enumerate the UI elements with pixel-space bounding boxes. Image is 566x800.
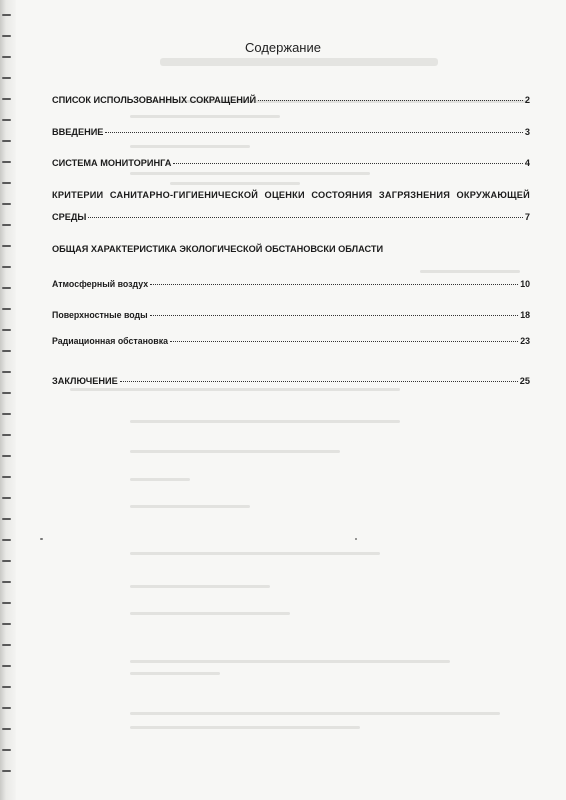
toc-entry-introduction[interactable] [52, 127, 530, 137]
toc-entry-label: Поверхностные воды [52, 310, 148, 320]
binding-tick [2, 77, 11, 79]
toc-leader-dots [105, 132, 522, 133]
show-through-line [130, 172, 370, 175]
binding-tick [2, 287, 11, 289]
toc-page-number: 3 [524, 127, 530, 137]
toc-leader-dots [258, 100, 523, 101]
show-through-line [420, 270, 520, 273]
binding-tick [2, 413, 11, 415]
binding-tick [2, 518, 11, 520]
toc-entry-radiation[interactable] [52, 336, 530, 346]
binding-tick [2, 14, 11, 16]
show-through-line [130, 585, 270, 588]
binding-tick [2, 476, 11, 478]
page-title: Содержание [245, 40, 321, 55]
binding-tick [2, 371, 11, 373]
binding-tick [2, 308, 11, 310]
toc-leader-dots [150, 315, 519, 316]
binding-tick [2, 581, 11, 583]
toc-entry-label: СПИСОК ИСПОЛЬЗОВАННЫХ СОКРАЩЕНИЙ [52, 95, 257, 105]
show-through-line [130, 478, 190, 481]
toc-leader-dots [173, 163, 522, 164]
show-through-line [70, 388, 400, 391]
binding-tick [2, 749, 11, 751]
toc-page-number: 23 [520, 336, 530, 346]
toc-entry-surface-water[interactable] [52, 310, 530, 320]
binding-tick [2, 35, 11, 37]
show-through-line [130, 450, 340, 453]
binding-tick [2, 707, 11, 709]
binding-tick [2, 245, 11, 247]
toc-entry-label: Атмосферный воздух [52, 279, 149, 289]
show-through-line [130, 145, 250, 148]
binding-tick [2, 119, 11, 121]
toc-entry-label: СИСТЕМА МОНИТОРИНГА [52, 158, 172, 168]
show-through-line [170, 182, 300, 185]
binding-tick [2, 392, 11, 394]
binding-tick [2, 224, 11, 226]
show-through-line [130, 505, 250, 508]
show-through-line [130, 712, 500, 715]
binding-tick [2, 266, 11, 268]
toc-leader-dots [88, 217, 522, 218]
binding-tick [2, 644, 11, 646]
toc-entry-label: ЗАКЛЮЧЕНИЕ [52, 376, 118, 386]
toc-entry-conclusion[interactable] [52, 376, 530, 386]
toc-page-number: 2 [524, 95, 530, 105]
binding-tick [2, 665, 11, 667]
binding-tick [2, 728, 11, 730]
toc-entry-abbreviations[interactable] [52, 95, 530, 105]
binding-tick [2, 56, 11, 58]
toc-page-number: 4 [524, 158, 530, 168]
toc-leader-dots [120, 381, 518, 382]
toc-page-number: 10 [520, 279, 530, 289]
toc-entry-label: СРЕДЫ [52, 212, 87, 222]
toc-leader-dots [170, 341, 518, 342]
binding-tick [2, 329, 11, 331]
toc-entry-criteria[interactable] [52, 212, 530, 222]
toc-page-number: 7 [524, 212, 530, 222]
binding-tick [2, 770, 11, 772]
toc-entry-criteria-line1[interactable]: КРИТЕРИИ САНИТАРНО-ГИГИЕНИЧЕСКОЙ ОЦЕНКИ СОСТОЯНИЯ ЗАГРЯЗНЕНИЯ ОКРУЖАЮЩЕЙ [52, 190, 530, 200]
binding-tick [2, 140, 11, 142]
toc-page-number: 25 [519, 376, 530, 386]
binding-tick [2, 182, 11, 184]
binding-tick [2, 350, 11, 352]
paper-speck [40, 538, 43, 540]
binding-tick [2, 539, 11, 541]
toc-section-heading[interactable]: ОБЩАЯ ХАРАКТЕРИСТИКА ЭКОЛОГИЧЕСКОЙ ОБСТАНОВСКИ ОБЛАСТИ [52, 244, 384, 254]
binding-tick [2, 434, 11, 436]
binding-tick [2, 455, 11, 457]
toc-page-number: 18 [520, 310, 530, 320]
show-through-line [130, 612, 290, 615]
binding-tick [2, 686, 11, 688]
toc-entry-label: ВВЕДЕНИЕ [52, 127, 104, 137]
binding-tick [2, 161, 11, 163]
paper-speck [355, 538, 357, 540]
show-through-line [130, 420, 400, 423]
toc-entry-atmospheric-air[interactable] [52, 279, 530, 289]
binding-tick [2, 497, 11, 499]
binding-tick [2, 98, 11, 100]
binding-tick [2, 203, 11, 205]
show-through-heading [160, 58, 438, 66]
show-through-line [130, 552, 380, 555]
toc-entry-label: Радиационная обстановка [52, 336, 168, 346]
show-through-line [130, 660, 450, 663]
binding-tick [2, 623, 11, 625]
show-through-line [130, 726, 360, 729]
show-through-line [130, 115, 280, 118]
toc-entry-monitoring-system[interactable] [52, 158, 530, 168]
binding-tick [2, 602, 11, 604]
toc-leader-dots [150, 284, 518, 285]
binding-tick [2, 560, 11, 562]
show-through-line [130, 672, 220, 675]
